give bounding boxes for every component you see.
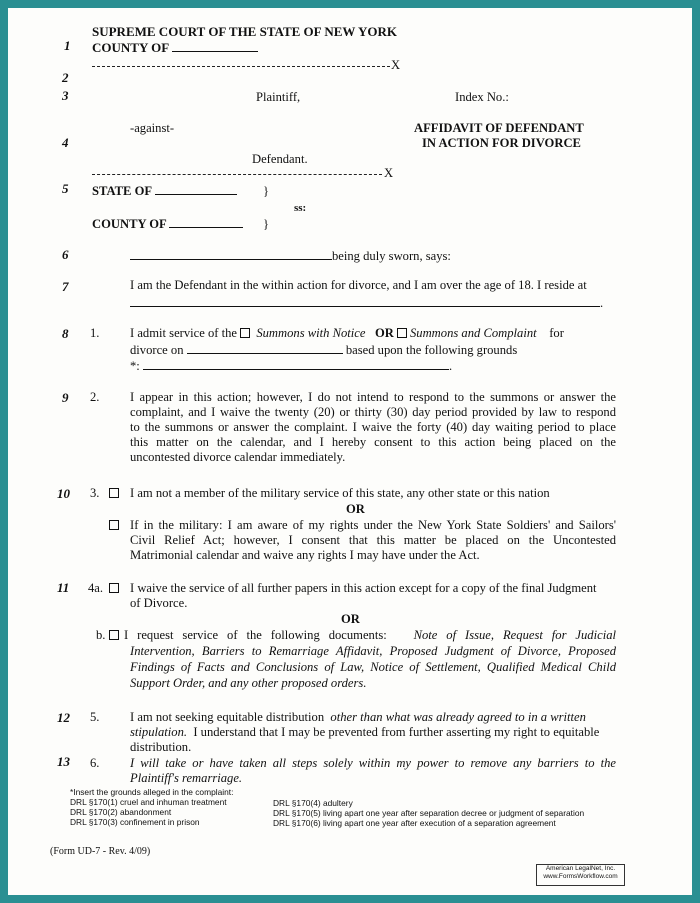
x-mark: X [384,166,394,180]
residence-blank: . [130,295,603,311]
county-of-label: COUNTY OF [92,216,243,232]
paragraph-line: stipulation. I understand that I may be prevented from further asserting my right to equitable [130,725,600,739]
paragraph-line: distribution. [130,740,192,754]
line-number: 10 [57,486,70,501]
or-separator: OR [341,612,360,626]
not-military-statement: I am not a member of the military service of this state, any other state or this nation [130,486,550,500]
paragraph-line: to the summons or answer the complaint. I waive the forty (40) day waiting period to place [130,420,616,434]
state-of-label: STATE OF [92,183,237,199]
divorce-date-line: divorce on based upon the following grounds [130,343,518,357]
summons-and-complaint-checkbox[interactable] [397,328,407,338]
paragraph-line: I am not seeking equitable distribution other than what was already agreed to in a written [130,710,586,724]
brace: } [263,184,270,198]
paragraph-number: b. [96,628,106,642]
grounds-blank[interactable] [143,358,449,370]
request-service-checkbox[interactable] [109,628,122,643]
paragraph-line: of Divorce. [130,596,188,610]
sworn-statement: being duly sworn, says: [130,248,451,264]
line-number: 3 [62,88,69,103]
paragraph-line: Intervention, Barriers to Remarriage Affidavit, Proposed Judgment of Divorce, Proposed [130,644,616,658]
caption-separator [92,174,382,175]
paragraph-line: uncontested divorce calendar immediately. [130,450,346,464]
grounds-line: *: . [130,359,453,373]
x-mark: X [391,58,401,72]
against-label: -against- [130,121,175,135]
paragraph-line: Support Order, and any other proposed orders. [130,676,367,690]
paragraph-line: complaint, and I waive the twenty (20) or thirty (30) day period provided by law to respond [130,405,616,419]
paragraph-line: Matrimonial calendar and waive any rights I may have under the Act. [130,548,480,562]
paragraph-number: 6. [90,756,100,770]
paragraph-line: Plaintiff's remarriage. [130,771,243,785]
defendant-label: Defendant. [252,152,308,166]
footnote-ground: DRL §170(5) living apart one year after separation decree or judgment of separation [273,808,585,818]
paragraph-line: If in the military: I am aware of my rights under the New York State Soldiers' and Sailors' [130,518,616,532]
footnote-ground: DRL §170(2) abandonment [70,807,172,817]
divorce-date-blank[interactable] [187,342,343,354]
footnote-ground: DRL §170(1) cruel and inhuman treatment [70,797,227,807]
plaintiff-label: Plaintiff, [256,90,301,104]
paragraph-line: I will take or have taken all steps solely within my power to remove any barriers to the [130,756,616,770]
paragraph-number: 5. [90,710,100,724]
paragraph-line: Findings of Facts and Conclusions of Law, Notice of Settlement, Qualified Medical Child [130,660,616,674]
line-number: 4 [62,135,69,150]
paragraph-line: I appear in this action; however, I do not intend to respond to the summons or answer the [130,390,616,404]
paragraph-line: this matter on the calendar, and I hereby consent to this action being placed on the [130,435,616,449]
document-title-line-2: IN ACTION FOR DIVORCE [422,136,581,150]
service-admission-line: I admit service of the Summons with Notice OR Summons and Complaint for [130,326,564,340]
county-heading: COUNTY OF [92,40,258,55]
summons-with-notice-checkbox[interactable] [240,328,250,338]
publisher-stamp: American LegalNet, Inc. www.FormsWorkflow.com [536,864,625,886]
paragraph-number: 3. [90,486,100,500]
paragraph-line: Civil Relief Act; however, I consent that this matter be placed on the Uncontested [130,533,616,547]
line-number: 11 [57,580,70,595]
residence-statement: I am the Defendant in the within action for divorce, and I am over the age of 18. I reside at [130,278,587,292]
line-number: 7 [62,279,69,294]
brace: } [263,217,270,231]
paragraph-line: I waive the service of all further papers in this action except for a copy of the final Judgment [130,581,597,595]
paragraph-number: 2. [90,390,100,404]
or-separator: OR [346,502,365,516]
footnote-header: *Insert the grounds alleged in the complaint: [70,787,234,797]
line-number: 1 [64,38,71,53]
line-number: 12 [57,710,70,725]
line-number: 9 [62,390,69,405]
not-military-checkbox[interactable] [109,486,122,501]
footnote-ground: DRL §170(6) living apart one year after execution of a separation agreement [273,818,556,828]
line-number: 6 [62,247,69,262]
line-number: 2 [62,70,69,85]
form-id: (Form UD-7 - Rev. 4/09) [50,846,151,857]
line-number: 13 [57,754,70,769]
paragraph-number: 4a. [88,581,104,595]
document-title-line-1: AFFIDAVIT OF DEFENDANT [414,121,584,135]
line-number: 8 [62,326,69,341]
line-number: 5 [62,181,69,196]
footnote-ground: DRL §170(4) adultery [273,798,353,808]
footnote-ground: DRL §170(3) confinement in prison [70,817,200,827]
ss-label: ss: [294,202,307,214]
caption-separator [92,66,390,67]
index-number-label: Index No.: [455,90,509,104]
in-military-checkbox[interactable] [109,518,122,533]
waive-service-checkbox[interactable] [109,581,122,596]
paragraph-number: 1. [90,326,100,340]
paragraph-line: I request service of the following documents: Note of Issue, Request for Judicial [124,628,616,642]
affidavit-page [8,8,692,895]
court-title: SUPREME COURT OF THE STATE OF NEW YORK [92,24,397,39]
